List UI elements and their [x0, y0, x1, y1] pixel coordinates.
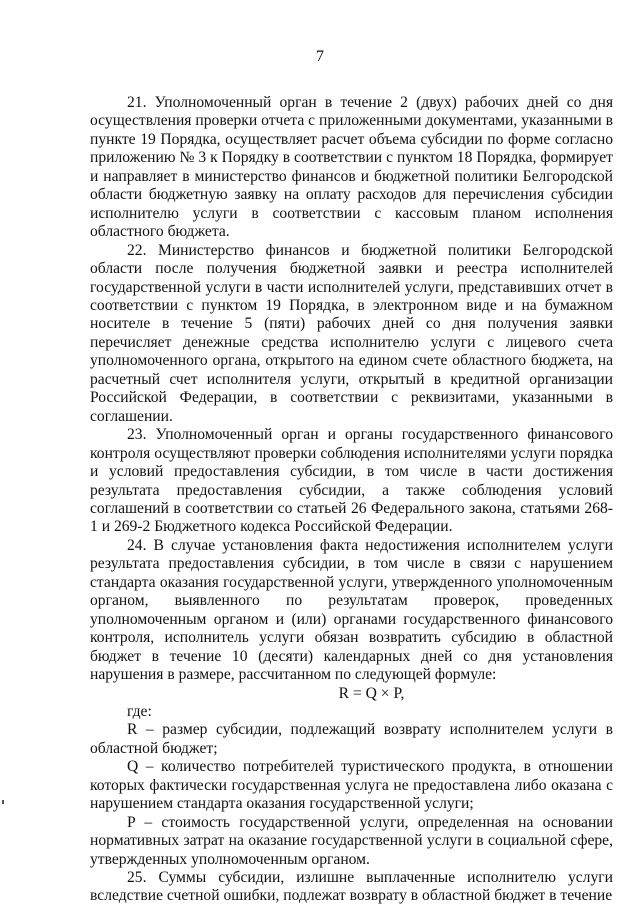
paragraph-24: 24. В случае установления факта недостижения исполнителем услуги результата предоставления субсидии, в том числе в связи с нарушением стандарта оказания государственной услуги, утвержденного уполномоченным органом, выявленного по результатам проверок, проведенных уполномоченным органом и (или) органами государственного финансового контроля, исполнитель услуги обязан возвратить субсидию в областной бюджет в течение 10 (десяти) календарных дней со дня установления нарушения в размере, рассчитанном по следующей формуле:	[90, 536, 613, 684]
page-number: 7	[316, 48, 324, 65]
paragraph-25: 25. Суммы субсидии, излишне выплаченные исполнителю услуги вследствие счетной ошибки, подлежат возврату в областной бюджет в течение	[90, 869, 613, 905]
definition-r: R – размер субсидии, подлежащий возврату исполнителем услуги в областной бюджет;	[90, 721, 613, 757]
paragraph-22: 22. Министерство финансов и бюджетной политики Белгородской области после получения бюджетной заявки и реестра исполнителей государственной услуги в части исполнителей услуги, представивших отчет в соответствии с пунктом 19 Порядка, в электронном виде и на бумажном носителе в течение 5 (пяти) рабочих дней со дня получения заявки перечисляет денежные средства исполнителю услуги с лицевого счета уполномоченного органа, открытого на едином счете областного бюджета, на расчетный счет исполнителя услуги, открытый в кредитной организации Российской Федерации, в соответствии с реквизитами, указанными в соглашении.	[90, 241, 613, 425]
paragraph-23: 23. Уполномоченный орган и органы государственного финансового контроля осуществляют проверки соблюдения исполнителями услуги порядка и условий предоставления субсидии, в том числе в части достижения результата предоставления субсидии, а также соблюдения условий соглашений в соответствии со статьей 26 Федерального закона, статьями 268-1 и 269-2 Бюджетного кодекса Российской Федерации.	[90, 426, 613, 536]
definition-q: Q – количество потребителей туристического продукта, в отношении которых фактически государственная услуга не предоставлена либо оказана с нарушением стандарта оказания государственной услуги;	[90, 758, 613, 813]
formula: R = Q × P,	[338, 684, 405, 702]
where-label: где:	[127, 702, 152, 720]
paragraph-21: 21. Уполномоченный орган в течение 2 (двух) рабочих дней со дня осуществления проверки отчета с приложенными документами, указанными в пункте 19 Порядка, осуществляет расчет объема субсидии по форме согласно приложению № 3 к Порядку в соответствии с пунктом 18 Порядка, формирует и направляет в министерство финансов и бюджетной политики Белгородской области бюджетную заявку на оплату расходов для перечисления субсидии исполнителю услуги в соответствии с кассовым планом исполнения областного бюджета.	[90, 94, 613, 241]
document-body	[90, 94, 613, 906]
margin-mark	[2, 800, 4, 804]
definition-p: P – стоимость государственной услуги, определенная на основании нормативных затрат на оказание государственной услуги в социальной сфере, утвержденных уполномоченным органом.	[90, 813, 613, 868]
